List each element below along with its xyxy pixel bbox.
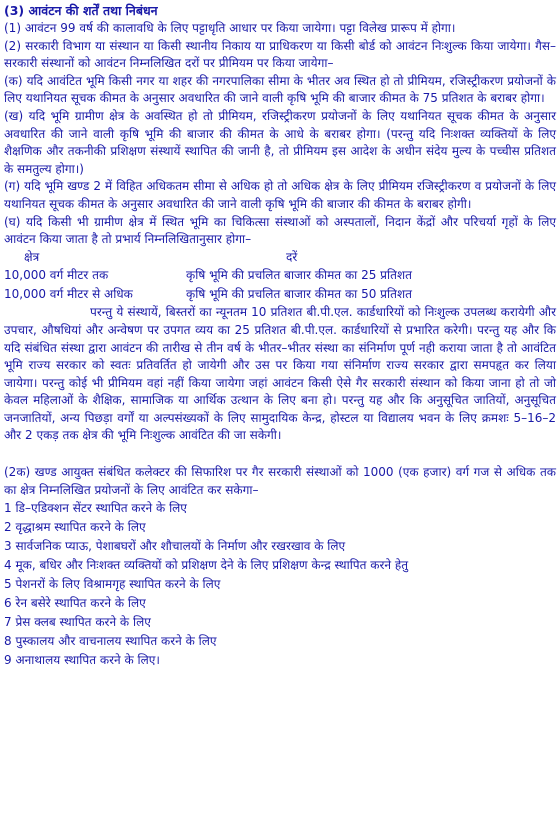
purpose-item: 6 रेन बसेरे स्थापित करने के लिए xyxy=(4,596,146,611)
purpose-item: 1 डि–एडिक्शन सेंटर स्थापित करने के लिए xyxy=(4,501,187,516)
purpose-item: 4 मूक, बधिर और निःशक्त व्यक्तियों को प्रशिक्षण देने के लिए प्रशिक्षण केन्द्र स्थापित करने हेतु xyxy=(4,558,409,573)
purpose-item: 5 पेशनरों के लिए विश्रामगृह स्थापित करने के लिए xyxy=(4,577,221,592)
clause-ka: (क) यदि आवंटित भूमि किसी नगर या शहर की नगरपालिका सीमा के भीतर अव स्थित हो तो प्रीमियम, रजिस्ट्रीकरण प्रयोजनों के लिए यथानियत सूचक कीमत के अनुसार अवधारित की जाने वाली कृषि भूमि की बाजार कीमत के 75 प्रतिशत के बराबर होगा। xyxy=(4,73,556,106)
rate-row xyxy=(4,266,556,285)
rate-row xyxy=(4,285,556,304)
clause-kha: (ख) यदि भूमि ग्रामीण क्षेत्र के अवस्थित हो तो प्रीमियम, रजिस्ट्रीकरण प्रयोजनों के लिए यथानियत सूचक कीमत के अनुसार अवधारित की जाने वाली कृषि भूमि की बाजार की कीमत के आधे के बराबर होगा। (परन्तु यदि निःशक्त व्यक्तियों के लिए शैक्षणिक और तकनीकी प्रशिक्षण संस्थायें स्थापित की जानी है, तो प्रीमियम इस आदेश के अधीन संदेय मुल्य के पच्चीस प्रतिशत के समतुल्य होगा।) xyxy=(4,108,556,176)
purpose-item: 3 सार्वजनिक प्याऊ, पेशाबघरों और शौचालयों के निर्माण और रखरखाव के लिए xyxy=(4,539,346,554)
clause-2: (2) सरकारी विभाग या संस्थान या किसी स्थानीय निकाय या प्राधिकरण या किसी बोर्ड को आवंटन निःशुल्क किया जायेगा। गैस–सरकारी संस्थानों को आवंटन निम्नलिखित दरों पर प्रीमियम पर किया जायेगा– xyxy=(4,38,556,71)
rate-value: कृषि भूमि की प्रचलित बाजार कीमत का 25 प्रतिशत xyxy=(186,268,412,283)
spacer xyxy=(4,445,556,464)
purpose-item: 2 वृद्धाश्रम स्थापित करने के लिए xyxy=(4,520,146,535)
clause-1: (1) आवंटन 99 वर्ष की कालावधि के लिए पट्टाधृति आधार पर किया जायेगा। पट्टा विलेख प्रारूप में होगा। xyxy=(4,21,456,35)
rate-area: 10,000 वर्ग मीटर से अधिक xyxy=(4,287,133,302)
rate-area: 10,000 वर्ग मीटर तक xyxy=(4,268,109,283)
proviso-paragraph: परन्तु ये संस्थायें, बिस्तरों का न्यूनतम 10 प्रतिशत बी.पी.एल. कार्डधारियों को निःशुल्क उपलब्ध करायेगी और उपचार, औषधियां और अन्वेषण पर उपगत व्यय का 25 प्रतिशत बी.पी.एल. कार्डधारियों से प्रभारित करेगी। परन्तु यह और कि यदि संबंधित संस्था द्वारा आवंटन की तारीख से तीन वर्ष के भीतर–भीतर संस्था का संनिर्माण पूर्ण नही कराया जाता है तो आवंटित भूमि राज्य सरकार को स्वतः प्रतिवर्तित हो जायेगी और उस पर किया गया संनिर्माण राज्य सरकार द्वारा समपहृत कर लिया जायेगा। परन्तु कोई भी प्रीमियम वहां नहीं किया जायेगा जहां आवंटन किसी ऐसे गैर सरकारी संस्थान को किया जाना हो तो जो केवल महिलाओं के शैक्षिक, सामाजिक या आर्थिक उत्थान के लिए बना हो। परन्तु यह और कि अनुसूचित जातियों, अनुसूचित जनजातियों, अन्य पिछड़ा वर्गों या अल्पसंख्यकों के लिए सामुदायिक केन्द्र, होस्टल या विद्यालय भवन के लिए क्रमशः 5–16–2 और 2 एकड़ तक क्षेत्र की भूमि निःशुल्क आवंटित की जा सकेगी। xyxy=(4,305,556,443)
purpose-item: 8 पुस्कालय और वाचनालय स्थापित करने के लिए xyxy=(4,634,217,649)
clause-2k: (2क) खण्ड आयुक्त संबंधित कलेक्टर की सिफारिश पर गैर सरकारी संस्थाओं को 1000 (एक हजार) वर्ग गज से अधिक तक का क्षेत्र निम्नलिखित प्रयोजनों के लिए आवंटित कर सकेगा– xyxy=(4,465,556,497)
clause-ga: (ग) यदि भूमि खण्ड 2 में विहित अधिकतम सीमा से अधिक हो तो अधिक क्षेत्र के लिए प्रीमियम रजिस्ट्रीकरण व प्रयोजनों के लिए यथानियत सूचक कीमत के अनुसार अवधारित की जाने वाली कृषि भूमि की बाजार की कीमत के बराबर होगी। xyxy=(4,179,556,211)
purpose-item: 9 अनाथालय स्थापित करने के लिए। xyxy=(4,653,160,668)
rate-table-header xyxy=(4,249,556,267)
clause-gha: (घ) यदि किसी भी ग्रामीण क्षेत्र में स्थित भूमि का चिकित्सा संस्थाओं को अस्पतालों, निदान केंद्रों और परिचर्या गृहों के लिए आवंटन किया जाता है तो प्रभार्य निम्नलिखितानुसार होगा– xyxy=(4,214,556,247)
rate-col-rate: दरें xyxy=(286,249,298,264)
purpose-item: 7 प्रेस क्लब स्थापित करने के लिए xyxy=(4,615,151,630)
rate-value: कृषि भूमि की प्रचलित बाजार कीमत का 50 प्रतिशत xyxy=(186,287,412,302)
rate-col-area: क्षेत्र xyxy=(24,249,40,264)
section-heading: (3) आवंटन की शर्तें तथा निबंधन xyxy=(4,3,158,18)
